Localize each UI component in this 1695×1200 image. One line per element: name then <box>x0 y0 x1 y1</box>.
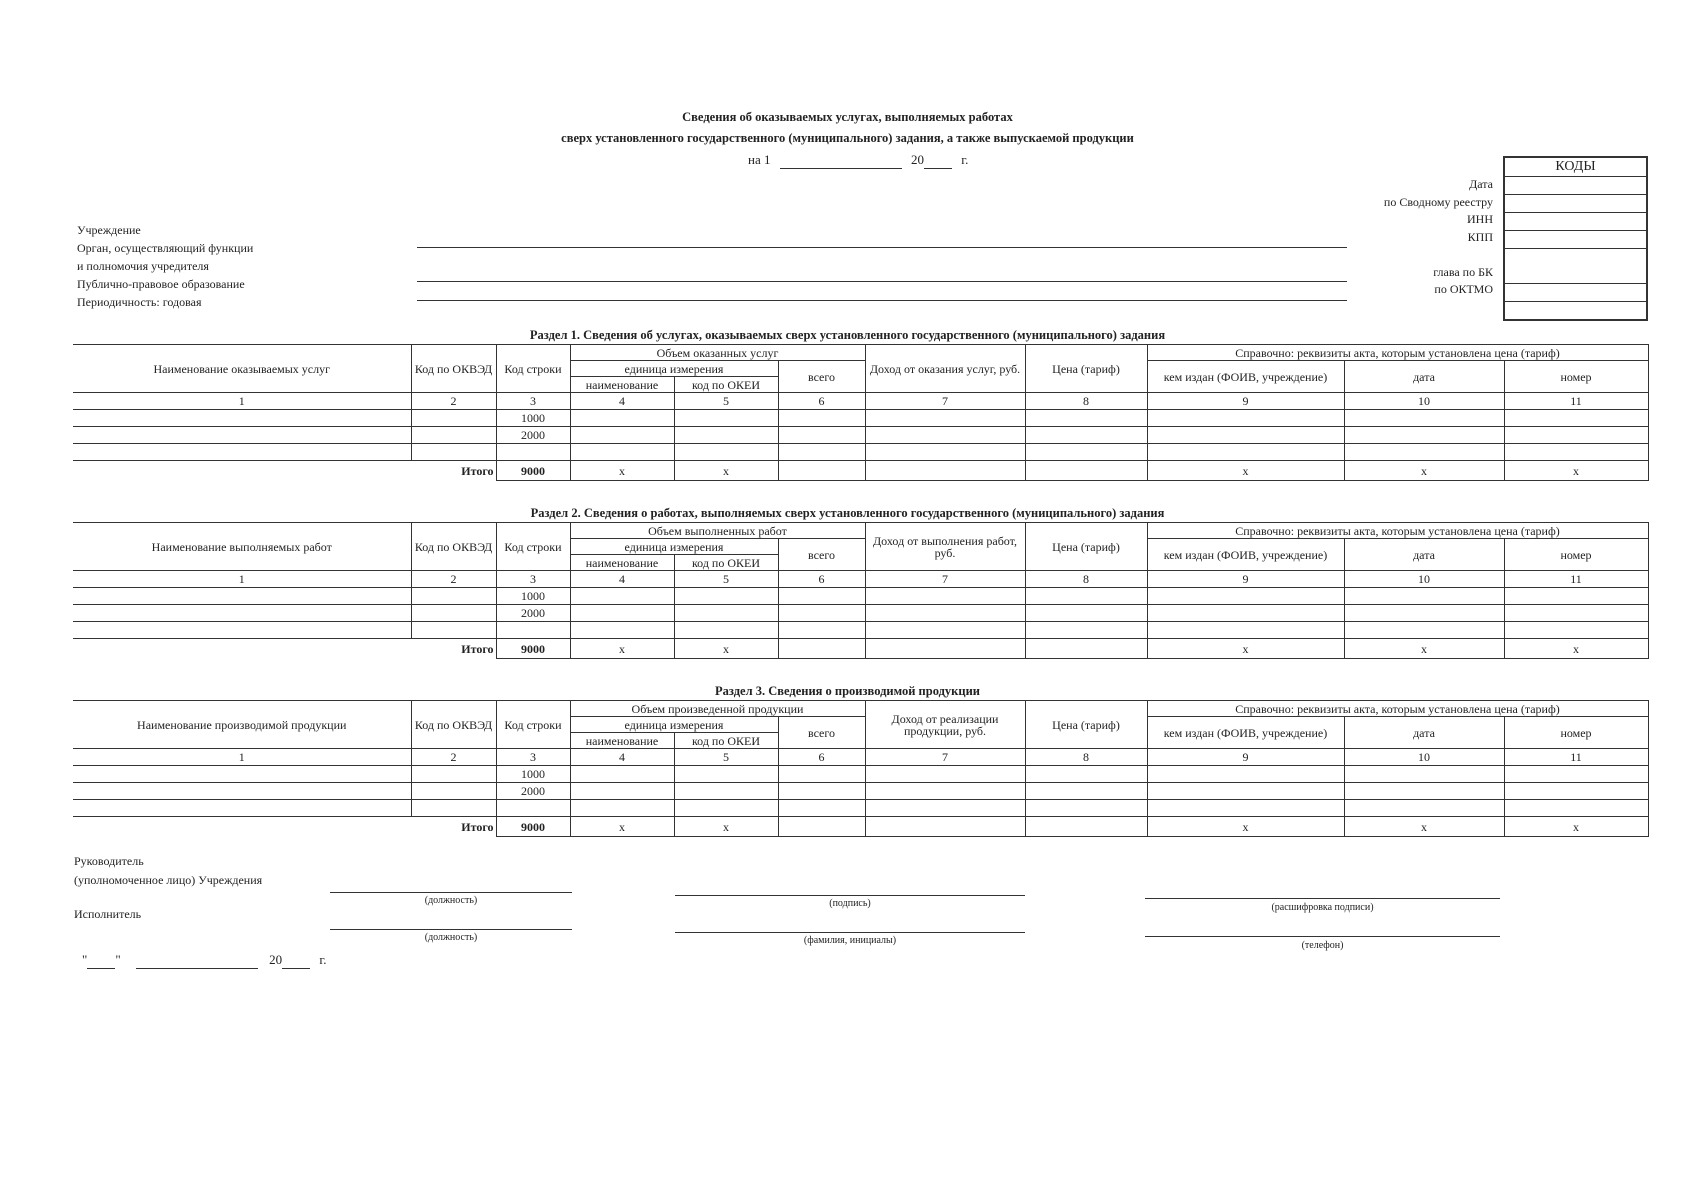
table-row[interactable] <box>73 427 1648 444</box>
total-label: Итого <box>411 461 496 481</box>
total-value-cell[interactable] <box>778 817 865 837</box>
data-cell[interactable] <box>1344 605 1504 622</box>
data-cell[interactable] <box>865 605 1025 622</box>
data-cell[interactable] <box>1025 444 1147 461</box>
head-label: Руководитель <box>74 854 144 868</box>
founder-input-line[interactable] <box>417 281 1347 282</box>
issuer-header: кем издан (ФОИВ, учреждение) <box>1147 717 1344 749</box>
data-cell[interactable] <box>778 444 865 461</box>
data-cell[interactable] <box>674 444 778 461</box>
executor-position-line[interactable] <box>330 929 572 930</box>
head-signature-caption: (подпись) <box>829 898 871 909</box>
name-cell[interactable] <box>73 588 411 605</box>
price-header: Цена (тариф) <box>1025 701 1147 749</box>
table-row[interactable] <box>73 444 1648 461</box>
data-cell[interactable] <box>1504 766 1648 783</box>
periodicity-label: Периодичность: годовая <box>77 295 202 309</box>
table-row[interactable] <box>73 766 1648 783</box>
data-cell[interactable] <box>865 410 1025 427</box>
name-cell[interactable] <box>73 800 411 817</box>
x-mark: x <box>1504 817 1648 837</box>
total-code: 9000 <box>496 817 570 837</box>
section2-table <box>73 522 1649 659</box>
data-cell[interactable] <box>411 588 496 605</box>
data-cell[interactable] <box>1344 588 1504 605</box>
column-number: 1 <box>73 393 411 410</box>
column-number: 11 <box>1504 393 1648 410</box>
data-cell[interactable] <box>1147 800 1344 817</box>
x-mark: x <box>674 817 778 837</box>
table-row[interactable] <box>73 410 1648 427</box>
label-date: Дата <box>1469 177 1493 191</box>
data-cell[interactable] <box>1147 410 1344 427</box>
data-cell[interactable] <box>1504 622 1648 639</box>
x-mark: x <box>570 639 674 659</box>
total-row <box>73 639 1648 659</box>
data-cell[interactable] <box>1344 410 1504 427</box>
column-number: 9 <box>1147 393 1344 410</box>
date-day-month-blank[interactable] <box>780 152 902 169</box>
executor-phone-line[interactable] <box>1145 936 1500 937</box>
head-position-caption: (должность) <box>424 895 478 906</box>
data-cell[interactable] <box>570 427 674 444</box>
data-cell[interactable] <box>411 783 496 800</box>
reference-header: Справочно: реквизиты акта, которым установлена цена (тариф) <box>1147 701 1648 717</box>
total-value-cell[interactable] <box>865 817 1025 837</box>
data-cell[interactable] <box>1344 444 1504 461</box>
column-number: 10 <box>1344 393 1504 410</box>
x-mark: x <box>1147 817 1344 837</box>
section3-table <box>73 700 1649 837</box>
row-code-cell: 1000 <box>496 588 570 605</box>
column-number: 3 <box>496 749 570 766</box>
column-number: 2 <box>411 749 496 766</box>
executor-name-caption: (фамилия, инициалы) <box>803 935 897 946</box>
data-cell[interactable] <box>1504 410 1648 427</box>
act-number-header: номер <box>1504 361 1648 393</box>
data-cell[interactable] <box>1025 622 1147 639</box>
data-cell[interactable] <box>1025 605 1147 622</box>
row-code-cell: 2000 <box>496 605 570 622</box>
data-cell[interactable] <box>1025 800 1147 817</box>
x-mark: x <box>674 639 778 659</box>
data-cell[interactable] <box>1504 427 1648 444</box>
column-number: 5 <box>674 571 778 588</box>
signing-date-suffix: г. <box>319 952 327 967</box>
unit-okei-header: код по ОКЕИ <box>674 733 778 749</box>
data-cell[interactable] <box>674 800 778 817</box>
data-cell[interactable] <box>778 800 865 817</box>
data-cell[interactable] <box>865 800 1025 817</box>
data-cell[interactable] <box>1344 766 1504 783</box>
head-decode-caption: (расшифровка подписи) <box>1271 902 1374 913</box>
signing-year-prefix: 20 <box>269 952 283 967</box>
name-cell[interactable] <box>73 427 411 444</box>
data-cell[interactable] <box>674 588 778 605</box>
unit-okei-header: код по ОКЕИ <box>674 555 778 571</box>
row-code-header: Код строки <box>496 701 570 749</box>
column-number: 7 <box>865 571 1025 588</box>
label-oktmo: по ОКТМО <box>1434 282 1493 296</box>
total-label: Итого <box>411 817 496 837</box>
signing-date <box>82 952 327 969</box>
column-number: 6 <box>778 571 865 588</box>
report-date <box>748 152 968 169</box>
code-blank-cell[interactable] <box>1505 302 1646 319</box>
table-row[interactable] <box>73 605 1648 622</box>
act-number-header: номер <box>1504 717 1648 749</box>
column-numbers-row <box>73 393 1648 410</box>
code-date-cell[interactable] <box>1505 177 1646 195</box>
x-mark: x <box>1344 461 1504 481</box>
table-row[interactable] <box>73 783 1648 800</box>
head-decode-line[interactable] <box>1145 898 1500 899</box>
unit-name-header: наименование <box>570 377 674 393</box>
data-cell[interactable] <box>778 766 865 783</box>
data-cell[interactable] <box>411 800 496 817</box>
public-entity-label: Публично-правовое образование <box>77 277 245 291</box>
head-label-2: (уполномоченное лицо) Учреждения <box>74 873 263 887</box>
code-registry-cell[interactable] <box>1505 195 1646 213</box>
section2-title: Раздел 2. Сведения о работах, выполняемых сверх установленного государственного (муниципального) задания <box>530 506 1165 520</box>
income-header: Доход от реализации продукции, руб. <box>865 701 1025 749</box>
label-gap <box>1320 246 1493 264</box>
column-number: 3 <box>496 571 570 588</box>
data-cell[interactable] <box>570 783 674 800</box>
data-cell[interactable] <box>1504 783 1648 800</box>
data-cell[interactable] <box>674 605 778 622</box>
data-cell[interactable] <box>570 605 674 622</box>
data-cell[interactable] <box>1344 427 1504 444</box>
data-cell[interactable] <box>674 622 778 639</box>
label-inn: ИНН <box>1467 212 1493 226</box>
unit-header: единица измерения <box>570 539 778 555</box>
column-numbers-row <box>73 749 1648 766</box>
head-signature-line[interactable] <box>675 895 1025 896</box>
name-header: Наименование производимой продукции <box>73 701 411 749</box>
name-cell[interactable] <box>73 622 411 639</box>
row-code-cell: 1000 <box>496 766 570 783</box>
volume-header: Объем оказанных услуг <box>570 345 865 361</box>
x-mark: x <box>1344 639 1504 659</box>
founder-label-2: и полномочия учредителя <box>77 259 209 273</box>
data-cell[interactable] <box>674 783 778 800</box>
name-cell[interactable] <box>73 605 411 622</box>
volume-total-header: всего <box>778 717 865 749</box>
name-header: Наименование выполняемых работ <box>73 523 411 571</box>
data-cell[interactable] <box>1504 800 1648 817</box>
total-spacer <box>73 817 411 837</box>
x-mark: x <box>570 461 674 481</box>
date-year-prefix: 20 <box>910 152 924 167</box>
date-suffix: г. <box>961 152 969 167</box>
signing-month-blank[interactable] <box>136 952 258 969</box>
data-cell[interactable] <box>1504 444 1648 461</box>
data-cell[interactable] <box>411 622 496 639</box>
row-code-cell <box>496 622 570 639</box>
head-block <box>74 852 262 890</box>
column-number: 4 <box>570 393 674 410</box>
data-cell[interactable] <box>1025 766 1147 783</box>
data-cell[interactable] <box>411 410 496 427</box>
executor-name-line[interactable] <box>675 932 1025 933</box>
column-number: 8 <box>1025 749 1147 766</box>
issuer-header: кем издан (ФОИВ, учреждение) <box>1147 539 1344 571</box>
volume-total-header: всего <box>778 539 865 571</box>
total-code: 9000 <box>496 461 570 481</box>
data-cell[interactable] <box>1025 410 1147 427</box>
code-kpp-cell[interactable] <box>1505 231 1646 249</box>
name-cell[interactable] <box>73 444 411 461</box>
data-cell[interactable] <box>1147 588 1344 605</box>
column-number: 8 <box>1025 571 1147 588</box>
head-position-line[interactable] <box>330 892 572 893</box>
code-bk-cell[interactable] <box>1505 249 1646 284</box>
form-title-line1: Сведения об оказываемых услугах, выполняемых работах <box>682 110 1013 124</box>
data-cell[interactable] <box>1025 427 1147 444</box>
data-cell[interactable] <box>1147 766 1344 783</box>
column-number: 11 <box>1504 749 1648 766</box>
row-code-cell: 2000 <box>496 783 570 800</box>
data-cell[interactable] <box>1147 444 1344 461</box>
total-value-cell[interactable] <box>778 461 865 481</box>
total-value-cell[interactable] <box>1025 817 1147 837</box>
issuer-header: кем издан (ФОИВ, учреждение) <box>1147 361 1344 393</box>
data-cell[interactable] <box>865 622 1025 639</box>
total-value-cell[interactable] <box>865 639 1025 659</box>
data-cell[interactable] <box>570 800 674 817</box>
founder-label-1: Орган, осуществляющий функции <box>77 241 254 255</box>
data-cell[interactable] <box>411 605 496 622</box>
total-spacer <box>73 639 411 659</box>
table-row[interactable] <box>73 588 1648 605</box>
unit-name-header: наименование <box>570 733 674 749</box>
column-number: 1 <box>73 571 411 588</box>
data-cell[interactable] <box>674 410 778 427</box>
column-number: 4 <box>570 749 674 766</box>
data-cell[interactable] <box>865 783 1025 800</box>
date-prefix: на 1 <box>748 152 771 167</box>
column-number: 5 <box>674 393 778 410</box>
data-cell[interactable] <box>1147 783 1344 800</box>
row-code-header: Код строки <box>496 523 570 571</box>
data-cell[interactable] <box>1147 605 1344 622</box>
column-number: 10 <box>1344 749 1504 766</box>
column-number: 11 <box>1504 571 1648 588</box>
column-numbers-row <box>73 571 1648 588</box>
executor-position-caption: (должность) <box>424 932 478 943</box>
data-cell[interactable] <box>674 766 778 783</box>
data-cell[interactable] <box>1147 427 1344 444</box>
column-number: 4 <box>570 571 674 588</box>
x-mark: x <box>1504 461 1648 481</box>
data-cell[interactable] <box>1344 622 1504 639</box>
data-cell[interactable] <box>674 427 778 444</box>
column-number: 1 <box>73 749 411 766</box>
total-value-cell[interactable] <box>865 461 1025 481</box>
data-cell[interactable] <box>778 410 865 427</box>
data-cell[interactable] <box>865 444 1025 461</box>
total-row <box>73 817 1648 837</box>
table-row[interactable] <box>73 622 1648 639</box>
name-header: Наименование оказываемых услуг <box>73 345 411 393</box>
unit-header: единица измерения <box>570 361 778 377</box>
row-code-cell: 2000 <box>496 427 570 444</box>
row-code-cell <box>496 800 570 817</box>
institution-input-line[interactable] <box>417 247 1347 248</box>
table-row[interactable] <box>73 800 1648 817</box>
data-cell[interactable] <box>1147 622 1344 639</box>
data-cell[interactable] <box>778 588 865 605</box>
x-mark: x <box>570 817 674 837</box>
column-number: 6 <box>778 749 865 766</box>
section1-table <box>73 344 1649 481</box>
data-cell[interactable] <box>778 605 865 622</box>
label-registry: по Сводному реестру <box>1383 194 1493 209</box>
total-code: 9000 <box>496 639 570 659</box>
date-year-blank[interactable] <box>924 152 952 169</box>
institution-label: Учреждение <box>77 223 141 237</box>
unit-header: единица измерения <box>570 717 778 733</box>
column-number: 2 <box>411 571 496 588</box>
x-mark: x <box>674 461 778 481</box>
volume-header: Объем выполненных работ <box>570 523 865 539</box>
column-number: 8 <box>1025 393 1147 410</box>
x-mark: x <box>1147 461 1344 481</box>
data-cell[interactable] <box>1025 783 1147 800</box>
column-number: 6 <box>778 393 865 410</box>
data-cell[interactable] <box>865 766 1025 783</box>
form-title-line2: сверх установленного государственного (муниципального) задания, а также выпускаемой продукции <box>561 131 1134 145</box>
code-inn-cell[interactable] <box>1505 213 1646 231</box>
data-cell[interactable] <box>570 444 674 461</box>
income-header: Доход от оказания услуг, руб. <box>865 345 1025 393</box>
data-cell[interactable] <box>570 410 674 427</box>
quote-close: " <box>115 952 121 967</box>
data-cell[interactable] <box>411 766 496 783</box>
data-cell[interactable] <box>570 622 674 639</box>
x-mark: x <box>1147 639 1344 659</box>
row-code-header: Код строки <box>496 345 570 393</box>
column-number: 10 <box>1344 571 1504 588</box>
data-cell[interactable] <box>1344 783 1504 800</box>
institution-block <box>77 221 253 311</box>
volume-total-header: всего <box>778 361 865 393</box>
data-cell[interactable] <box>865 427 1025 444</box>
data-cell[interactable] <box>411 444 496 461</box>
executor-phone-caption: (телефон) <box>1301 940 1344 951</box>
data-cell[interactable] <box>778 622 865 639</box>
label-kpp: КПП <box>1467 229 1493 244</box>
data-cell[interactable] <box>1504 588 1648 605</box>
act-date-header: дата <box>1344 361 1504 393</box>
volume-header: Объем произведенной продукции <box>570 701 865 717</box>
data-cell[interactable] <box>778 783 865 800</box>
data-cell[interactable] <box>570 588 674 605</box>
total-spacer <box>73 461 411 481</box>
column-number: 7 <box>865 393 1025 410</box>
price-header: Цена (тариф) <box>1025 345 1147 393</box>
total-value-cell[interactable] <box>1025 639 1147 659</box>
act-date-header: дата <box>1344 717 1504 749</box>
row-code-cell <box>496 444 570 461</box>
act-date-header: дата <box>1344 539 1504 571</box>
okved-header: Код по ОКВЭД <box>411 523 496 571</box>
data-cell[interactable] <box>1344 800 1504 817</box>
column-number: 2 <box>411 393 496 410</box>
total-row <box>73 461 1648 481</box>
data-cell[interactable] <box>778 427 865 444</box>
codes-box <box>1503 156 1648 321</box>
column-number: 9 <box>1147 749 1344 766</box>
total-value-cell[interactable] <box>1025 461 1147 481</box>
section3-title: Раздел 3. Сведения о производимой продукции <box>715 684 980 698</box>
price-header: Цена (тариф) <box>1025 523 1147 571</box>
reference-header: Справочно: реквизиты акта, которым установлена цена (тариф) <box>1147 345 1648 361</box>
name-cell[interactable] <box>73 783 411 800</box>
data-cell[interactable] <box>570 766 674 783</box>
column-number: 7 <box>865 749 1025 766</box>
quote-open: " <box>82 952 88 967</box>
row-code-cell: 1000 <box>496 410 570 427</box>
data-cell[interactable] <box>865 588 1025 605</box>
okved-header: Код по ОКВЭД <box>411 701 496 749</box>
x-mark: x <box>1504 639 1648 659</box>
signing-year-blank[interactable] <box>282 952 310 969</box>
executor-label: Исполнитель <box>74 907 142 921</box>
data-cell[interactable] <box>1504 605 1648 622</box>
data-cell[interactable] <box>411 427 496 444</box>
reference-header: Справочно: реквизиты акта, которым установлена цена (тариф) <box>1147 523 1648 539</box>
column-number: 3 <box>496 393 570 410</box>
total-label: Итого <box>411 639 496 659</box>
name-cell[interactable] <box>73 766 411 783</box>
total-value-cell[interactable] <box>778 639 865 659</box>
code-oktmo-cell[interactable] <box>1505 284 1646 302</box>
public-entity-input-line[interactable] <box>417 300 1347 301</box>
label-bk: глава по БК <box>1433 264 1493 279</box>
act-number-header: номер <box>1504 539 1648 571</box>
unit-okei-header: код по ОКЕИ <box>674 377 778 393</box>
okved-header: Код по ОКВЭД <box>411 345 496 393</box>
section1-title: Раздел 1. Сведения об услугах, оказываемых сверх установленного государственного (муниципального) задания <box>529 328 1166 342</box>
data-cell[interactable] <box>1025 588 1147 605</box>
name-cell[interactable] <box>73 410 411 427</box>
income-header: Доход от выполнения работ, руб. <box>865 523 1025 571</box>
x-mark: x <box>1344 817 1504 837</box>
column-number: 5 <box>674 749 778 766</box>
column-number: 9 <box>1147 571 1344 588</box>
unit-name-header: наименование <box>570 555 674 571</box>
signing-day-blank[interactable] <box>87 952 115 969</box>
codes-title: КОДЫ <box>1505 158 1646 177</box>
